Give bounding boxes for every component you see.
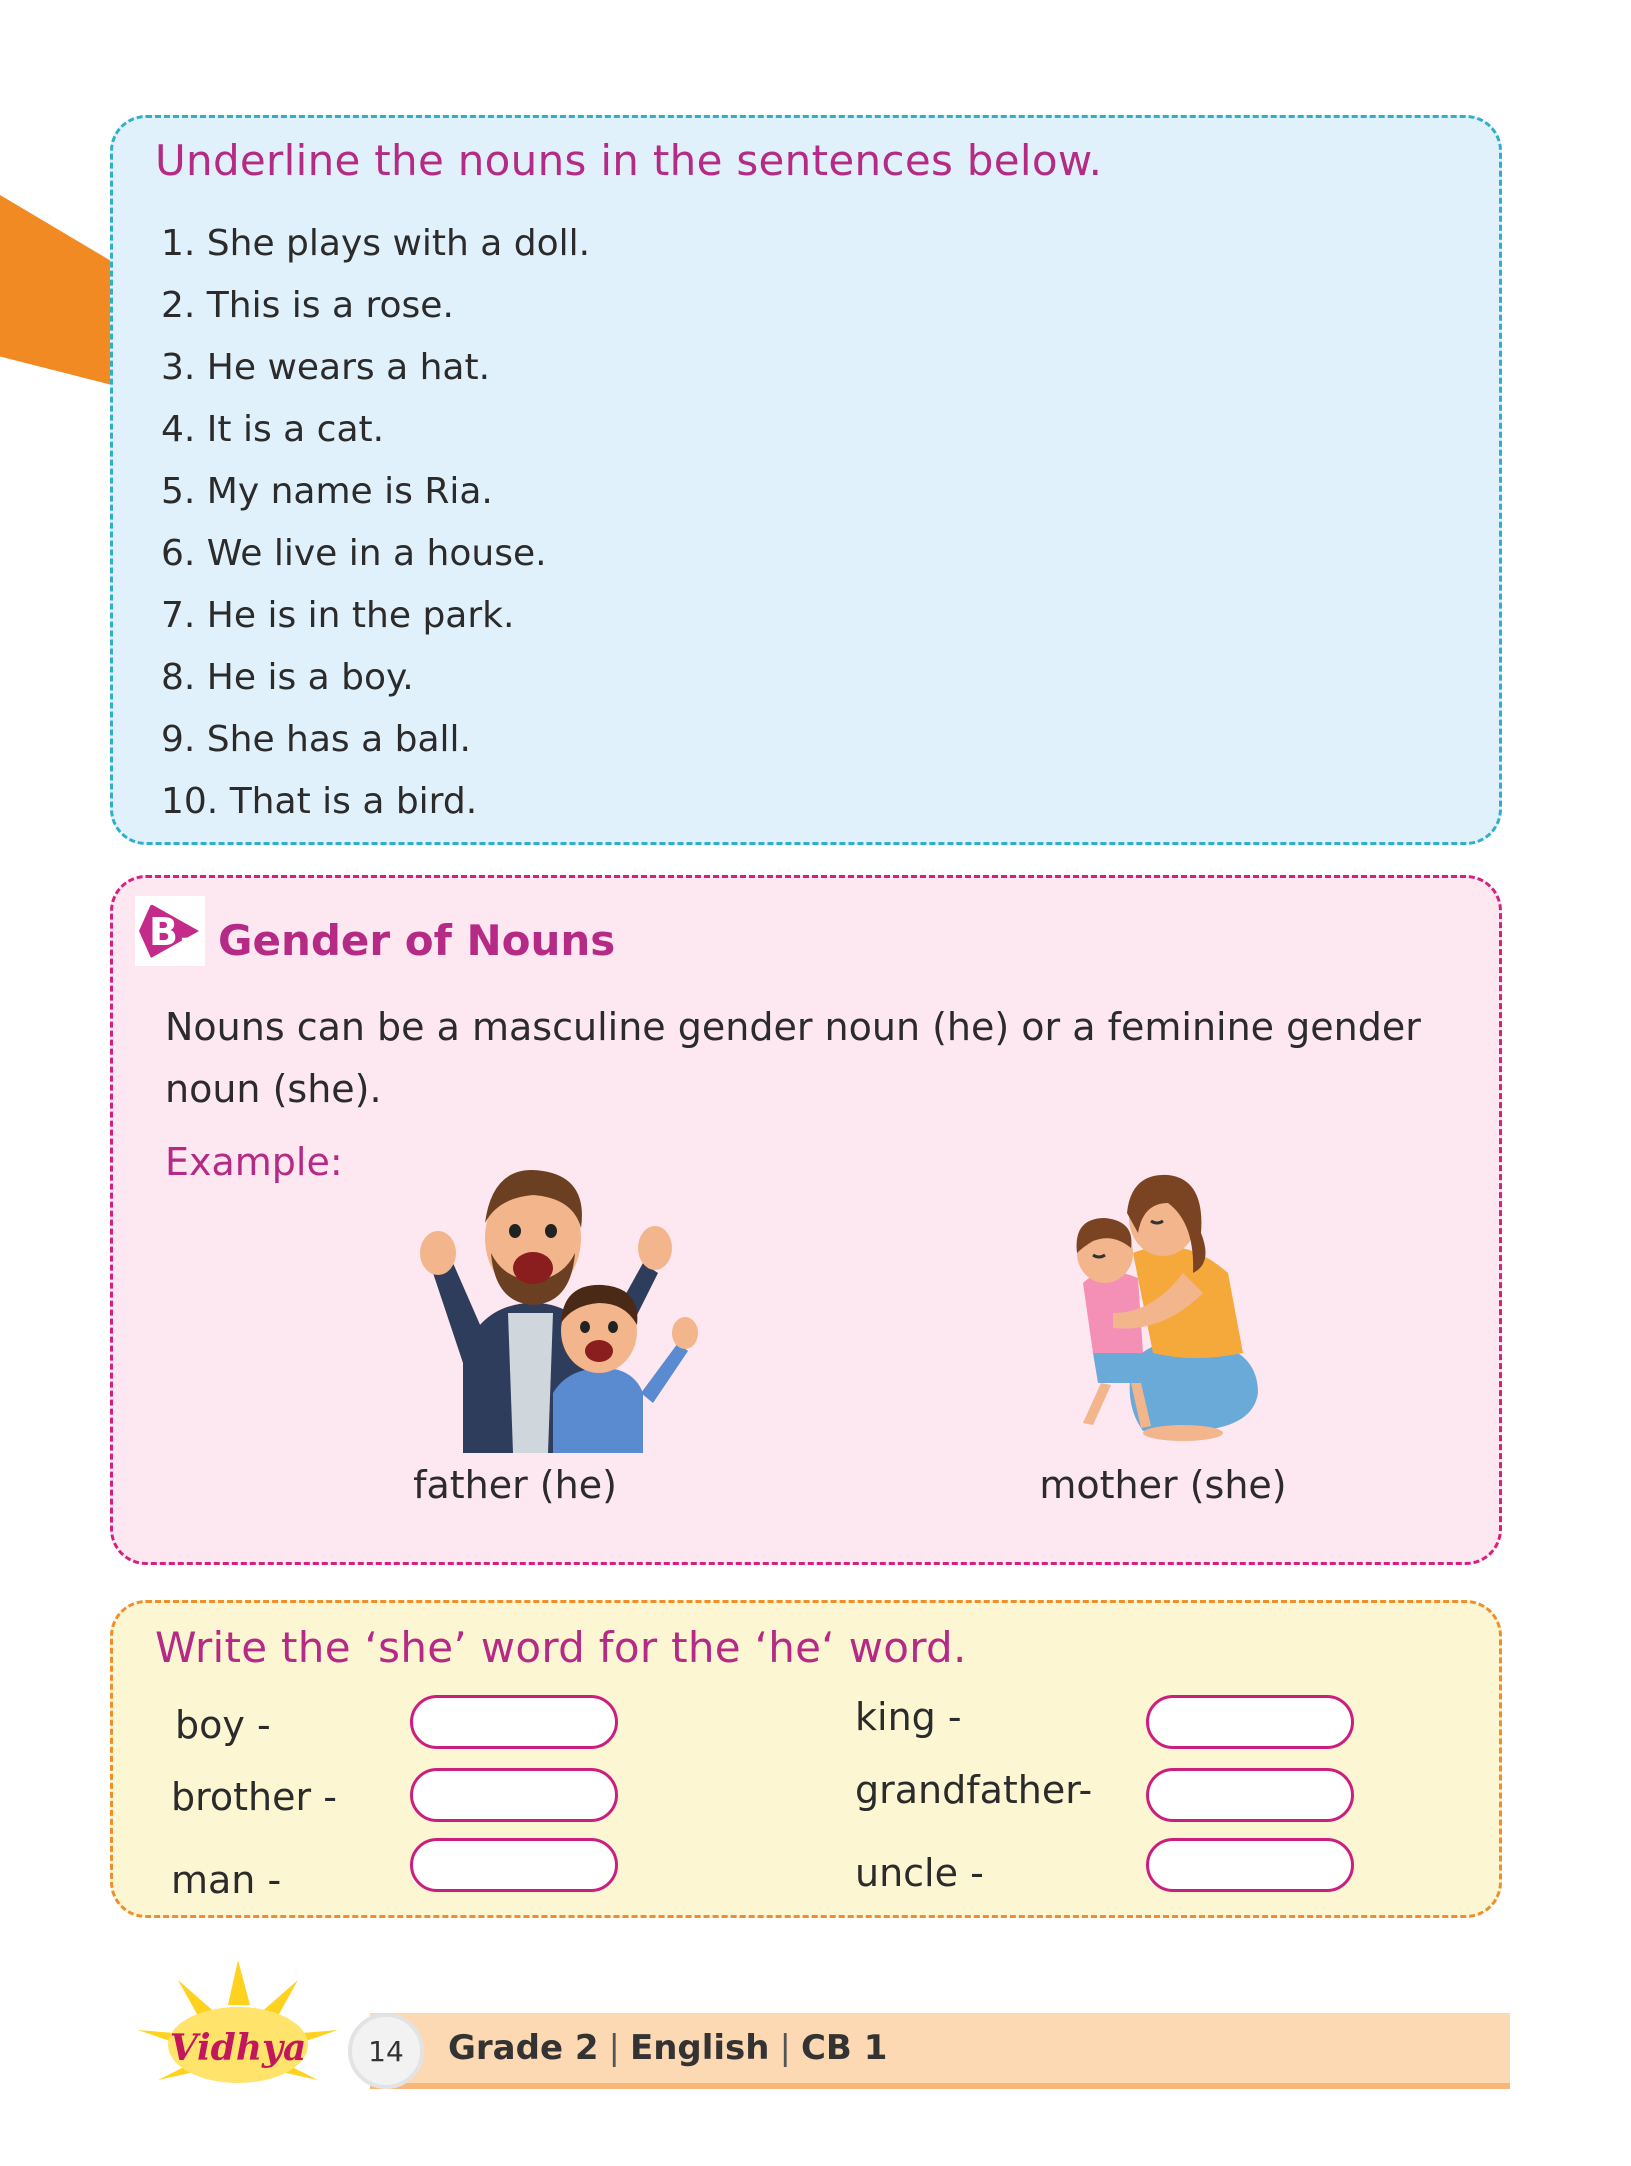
example-caption-father: father (he) xyxy=(413,1463,617,1507)
section-b-badge-letter: B. xyxy=(149,910,193,954)
word-label-boy: boy - xyxy=(175,1703,271,1747)
father-son-illustration-icon xyxy=(403,1153,703,1453)
footer-book: CB 1 xyxy=(800,2028,888,2068)
answer-box-boy[interactable] xyxy=(410,1695,618,1749)
section-gender-of-nouns xyxy=(110,875,1502,1565)
answer-box-grandfather[interactable] xyxy=(1146,1768,1354,1822)
example-caption-mother: mother (she) xyxy=(1039,1463,1287,1507)
footer-grade: Grade 2 xyxy=(448,2028,599,2068)
answer-box-king[interactable] xyxy=(1146,1695,1354,1749)
sentence-item: 5. My name is Ria. xyxy=(161,471,493,512)
sentence-item: 1. She plays with a doll. xyxy=(161,223,591,264)
sentence-item: 9. She has a ball. xyxy=(161,719,471,760)
example-label: Example: xyxy=(165,1140,343,1184)
word-label-brother: brother - xyxy=(171,1775,337,1819)
sentence-list xyxy=(161,213,590,833)
vidhya-logo-icon xyxy=(118,1960,358,2100)
answer-box-uncle[interactable] xyxy=(1146,1838,1354,1892)
page-number: 14 xyxy=(348,2013,424,2089)
word-label-man: man - xyxy=(171,1858,282,1902)
exercise-she-word xyxy=(110,1600,1502,1918)
sentence-item: 4. It is a cat. xyxy=(161,409,385,450)
word-label-uncle: uncle - xyxy=(855,1851,984,1895)
word-label-grandfather: grandfather- xyxy=(855,1768,1093,1812)
sentence-item: 2. This is a rose. xyxy=(161,285,454,326)
sentence-item: 10. That is a bird. xyxy=(161,781,478,822)
section-title: Gender of Nouns xyxy=(218,916,616,965)
exercise-a-instruction: Underline the nouns in the sentences below. xyxy=(155,136,1103,185)
footer-subject: English xyxy=(629,2028,770,2068)
sentence-item: 6. We live in a house. xyxy=(161,533,547,574)
sentence-item: 3. He wears a hat. xyxy=(161,347,491,388)
sentence-item: 7. He is in the park. xyxy=(161,595,515,636)
exercise-c-instruction: Write the ‘she’ word for the ‘he‘ word. xyxy=(155,1623,967,1672)
word-label-king: king - xyxy=(855,1695,962,1739)
footer-separator: | xyxy=(779,2028,791,2068)
footer-book-info xyxy=(448,2028,887,2068)
exercise-underline-nouns xyxy=(110,115,1502,845)
sentence-item: 8. He is a boy. xyxy=(161,657,414,698)
answer-box-man[interactable] xyxy=(410,1838,618,1892)
logo-text: Vidhya xyxy=(169,2027,307,2069)
section-description: Nouns can be a masculine gender noun (he) or a feminine gender noun (she). xyxy=(165,1005,1421,1111)
mother-daughter-illustration-icon xyxy=(1043,1163,1303,1443)
section-b-badge-icon xyxy=(135,896,205,966)
footer-separator: | xyxy=(608,2028,620,2068)
answer-box-brother[interactable] xyxy=(410,1768,618,1822)
orange-side-tab xyxy=(0,195,112,385)
